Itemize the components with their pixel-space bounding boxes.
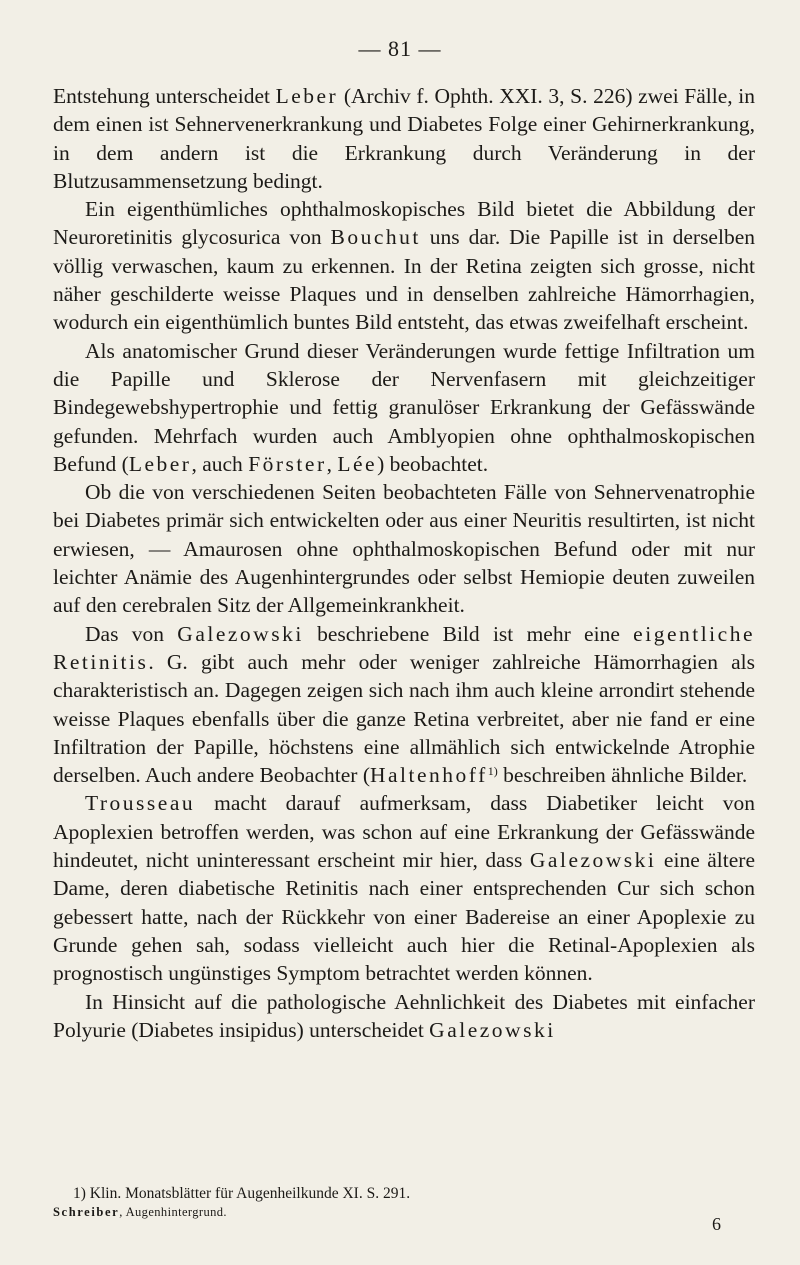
text-run: uns dar. Die Papille ist in derselben völlig verwaschen, kaum zu erkennen. In der Retina zeigten sich grosse, nicht näher geschilderte weisse Plaques und in denselben zahlreiche Hämorrhagien, wodurch ein eigenthümlich buntes Bild entsteht, das etwas zweifelhaft erscheint. [53, 225, 755, 335]
imprint-line [53, 1205, 227, 1220]
text-run: Das von [85, 621, 178, 646]
paragraph [53, 337, 755, 478]
text-run: Ob die von verschiedenen Seiten beobachteten Fälle von Sehnervenatrophie bei Diabetes primär sich entwickelten oder aus einer Neuritis resultirten, ist nicht erwiesen, — Amaurosen ohne ophthalmoskopischen Befund oder mit nur leichter Anämie des Augenhintergrundes oder selbst Hemiopie deuten zuweilen auf den cerebralen Sitz der Allgemeinkrankheit. [53, 480, 755, 618]
paragraph [53, 620, 755, 790]
imprint-title: , Augenhintergrund. [119, 1205, 227, 1219]
text-run: beschriebene Bild ist mehr eine [303, 621, 634, 646]
emphasized-name: Galezowski [529, 848, 657, 873]
footnote-reference: 1) [487, 764, 498, 779]
text-run: . G. gibt auch mehr oder weniger zahlreiche Hämorrhagien als charakteristisch an. Dagegen zeigen sich nach ihm auch kleine arrondirt stehende weisse Plaques ebenfalls über die ganze Retina verbreitet, aber nie fand er eine Infiltration der Papille, höchstens eine allmählich sich entwickelnde Atrophie derselben. Auch andere Beobachter ( [53, 649, 755, 788]
paragraph [53, 988, 755, 1045]
text-run: beschreiben ähnliche Bilder. [497, 763, 748, 788]
text-run: eine ältere Dame, deren diabetische Retinitis nach einer entsprechenden Cur sich schon gebessert hatte, nach der Rückkehr von einer Badereise an einer Apoplexie zu Grunde gehen sah, sodass vielleicht auch hier die Retinal-Apoplexien als prognostisch ungünstiges Symptom betrachtet werden können. [53, 848, 755, 986]
emphasized-name: Galezowski [429, 1017, 556, 1042]
text-run: , [326, 451, 338, 476]
text-run: (Archiv f. Ophth. XXI. 3, S. 226) zwei Fälle, in dem einen ist Sehnervenerkrankung und Diabetes Folge einer Gehirnerkrankung, in dem andern ist die Erkrankung durch Veränderung in der Blutzusammensetzung bedingt. [53, 84, 756, 193]
text-run: ) beobachtet. [377, 451, 489, 476]
text-run: Als anatomischer Grund dieser Veränderungen wurde fettige Infiltration um die Papille und Sklerose der Nervenfasern mit gleichzeitiger Bindegewebshypertrophie und fettig granulöser Erkrankung der Gefässwände gefunden. Mehrfach wurden auch Amblyopien ohne ophthalmoskopischen Befund ( [53, 338, 755, 476]
body-text [53, 82, 755, 1044]
imprint-author: Schreiber [53, 1205, 120, 1219]
emphasized-name: Lée [337, 451, 378, 476]
emphasized-name: Leber [275, 84, 339, 108]
emphasized-name: eigentliche Retinitis [53, 621, 755, 674]
paragraph [53, 478, 755, 619]
text-run: , auch [191, 451, 249, 476]
emphasized-name: Leber [128, 451, 192, 476]
paragraph [53, 195, 755, 336]
emphasized-name: Galezowski [177, 621, 304, 646]
text-run: In Hinsicht auf die pathologische Aehnlichkeit des Diabetes mit einfacher Polyurie (Diabetes insipidus) unterscheidet [53, 989, 755, 1042]
emphasized-name: Trousseau [85, 791, 196, 816]
text-run: Entstehung unterscheidet [53, 84, 276, 108]
footnote [53, 1183, 755, 1204]
footnote-text: 1) Klin. Monatsblätter für Augenheilkunde XI. S. 291. [73, 1185, 411, 1202]
text-run: Ein eigenthümliches ophthalmoskopisches Bild bietet die Abbildung der Neuroretinitis glycosurica von [53, 197, 755, 250]
page-number: — 81 — [358, 36, 442, 61]
emphasized-name: Haltenhoff [369, 763, 488, 788]
emphasized-name: Förster [248, 451, 327, 476]
emphasized-name: Bouchut [330, 225, 421, 250]
printer-signature: 6 [712, 1214, 721, 1234]
text-run: macht darauf aufmerksam, dass Diabetiker leicht von Apoplexien betroffen werden, was schon auf eine Erkrankung der Gefässwände hindeutet, nicht uninteressant erscheint mir hier, dass [53, 791, 755, 873]
paragraph [53, 789, 755, 987]
paragraph [53, 82, 755, 195]
